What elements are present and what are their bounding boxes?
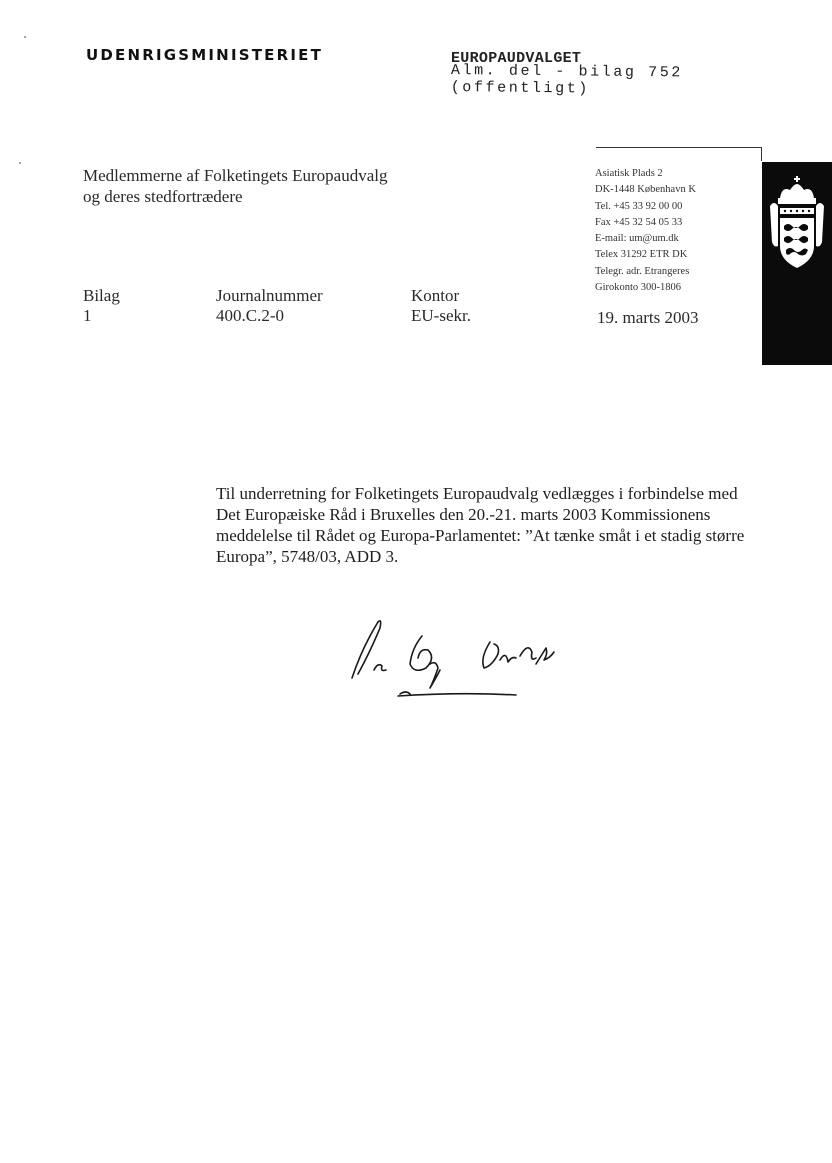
letter-body (216, 483, 776, 567)
kontor-value: EU-sekr. (411, 306, 471, 325)
recipient-line-1: Medlemmerne af Folketingets Europaudvalg (83, 166, 388, 185)
address-street: Asiatisk Plads 2 (595, 168, 663, 179)
body-line-3: meddelelse til Rådet og Europa-Parlamentet: ”At tænke småt i et stadig større (216, 526, 745, 545)
scan-speck (24, 36, 26, 38)
recipient-block (83, 165, 388, 207)
bilag-label: Bilag (83, 286, 120, 305)
body-line-1: Til underretning for Folketingets Europaudvalg vedlægges i forbindelse med (216, 484, 738, 503)
address-city: DK-1448 København K (595, 184, 696, 196)
address-phone: Tel. +45 33 92 00 00 (595, 200, 683, 212)
recipient-line-2: og deres stedfortrædere (83, 187, 243, 206)
bilag-value: 1 (83, 306, 92, 325)
scan-speck (19, 162, 21, 164)
address-fax: Fax +45 32 54 05 33 (595, 216, 683, 228)
stamp-reference: Alm. del - bilag 752 (offentligt) (450, 62, 684, 98)
letter-date: 19. marts 2003 (597, 308, 699, 327)
address-telex: Telex 31292 ETR DK (595, 249, 688, 261)
ministry-name: UDENRIGSMINISTERIET (86, 46, 324, 64)
address-email: E-mail: um@um.dk (595, 233, 679, 245)
address-telegraph: Telegr. adr. Etrangeres (595, 265, 690, 277)
kontor-label: Kontor (411, 286, 460, 305)
address-rule-tick (761, 147, 762, 161)
journal-value: 400.C.2-0 (216, 306, 284, 325)
stamp-committee: EUROPAUDVALGET (451, 50, 582, 67)
body-line-4: Europa”, 5748/03, ADD 3. (216, 547, 399, 566)
body-line-2: Det Europæiske Råd i Bruxelles den 20.-21. marts 2003 Kommissionens (216, 505, 711, 524)
address-rule (596, 147, 762, 148)
crest-icon (768, 176, 826, 276)
signature (340, 608, 570, 708)
address-giro: Girokonto 300-1806 (595, 282, 682, 294)
journal-label: Journalnummer (216, 286, 323, 305)
address-block (595, 166, 696, 296)
